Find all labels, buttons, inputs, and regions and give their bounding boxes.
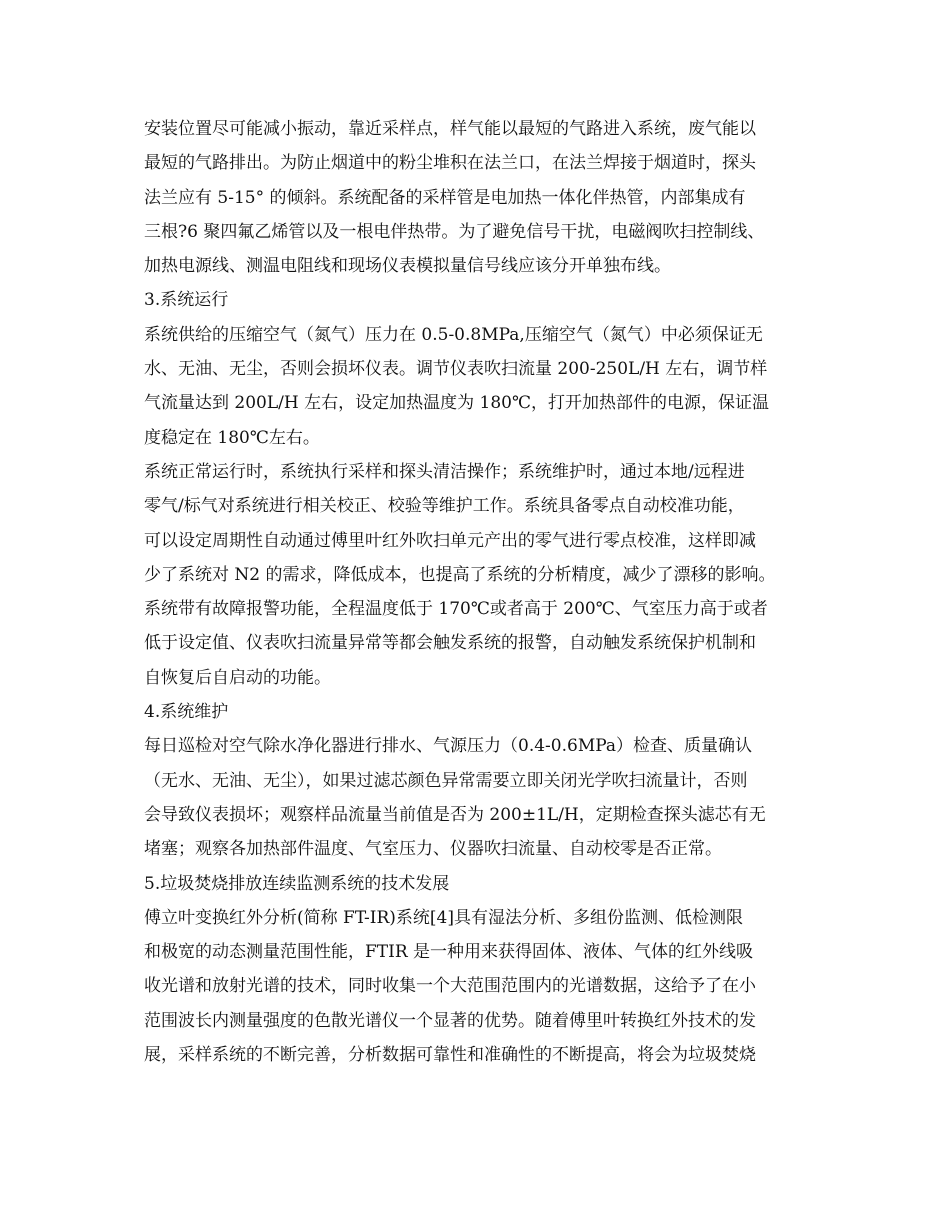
section-heading: 4.系统维护 — [144, 702, 229, 723]
text-line: 系统供给的压缩空气（氮气）压力在 0.5-0.8MPa,压缩空气（氮气）中必须保证无 — [144, 324, 763, 345]
text-line: 加热电源线、测温电阻线和现场仪表模拟量信号线应该分开单独布线。 — [144, 256, 671, 277]
text-line: 系统带有故障报警功能，全程温度低于 170℃或者高于 200℃、气室压力高于或者 — [144, 599, 768, 620]
section-heading: 3.系统运行 — [144, 290, 229, 311]
text-line: 系统正常运行时，系统执行采样和探头清洁操作；系统维护时，通过本地/远程进 — [144, 461, 745, 482]
text-line: 法兰应有 5-15° 的倾斜。系统配备的采样管是电加热一体化伴热管，内部集成有 — [144, 187, 746, 208]
text-line: 堵塞；观察各加热部件温度、气室压力、仪器吹扫流量、自动校零是否正常。 — [144, 839, 722, 860]
text-line: 气流量达到 200L/H 左右，设定加热温度为 180℃，打开加热部件的电源，保证温 — [144, 393, 769, 414]
text-line: 展，采样系统的不断完善，分析数据可靠性和准确性的不断提高，将会为垃圾焚烧 — [144, 1045, 756, 1066]
text-line: 最短的气路排出。为防止烟道中的粉尘堆积在法兰口，在法兰焊接于烟道时，探头 — [144, 153, 756, 174]
document-body — [144, 112, 824, 1072]
section-heading: 5.垃圾焚烧排放连续监测系统的技术发展 — [144, 873, 450, 894]
text-line: 可以设定周期性自动通过傅里叶红外吹扫单元产出的零气进行零点校准，这样即减 — [144, 530, 756, 551]
text-line: 自恢复后自启动的功能。 — [144, 667, 331, 688]
text-line: 零气/标气对系统进行相关校正、校验等维护工作。系统具备零点自动校准功能， — [144, 496, 745, 517]
text-line: 度稳定在 180℃左右。 — [144, 427, 320, 448]
text-line: 安装位置尽可能减小振动，靠近采样点，样气能以最短的气路进入系统，废气能以 — [144, 119, 756, 139]
text-line: 每日巡检对空气除水净化器进行排水、气源压力（0.4-0.6MPa）检查、质量确认 — [144, 736, 753, 757]
text-line: 水、无油、无尘，否则会损坏仪表。调节仪表吹扫流量 200-250L/H 左右，调节样 — [144, 359, 768, 380]
text-line: 和极宽的动态测量范围性能，FTIR 是一种用来获得固体、液体、气体的红外线吸 — [144, 942, 754, 963]
text-line: 少了系统对 N2 的需求，降低成本，也提高了系统的分析精度，减少了漂移的影响。 — [144, 564, 776, 585]
text-line: （无水、无油、无尘），如果过滤芯颜色异常需要立即关闭光学吹扫流量计，否则 — [144, 770, 748, 791]
text-line: 傅立叶变换红外分析(简称 FT-IR)系统[4]具有湿法分析、多组份监测、低检测限 — [144, 907, 743, 928]
text-line: 会导致仪表损坏；观察样品流量当前值是否为 200±1L/H，定期检查探头滤芯有无 — [144, 804, 766, 825]
text-line: 三根?6 聚四氟乙烯管以及一根电伴热带。为了避免信号干扰，电磁阀吹扫控制线、 — [144, 221, 765, 242]
text-line: 范围波长内测量强度的色散光谱仪一个显著的优势。随着傅里叶转换红外技术的发 — [144, 1010, 756, 1031]
text-line: 低于设定值、仪表吹扫流量异常等都会触发系统的报警，自动触发系统保护机制和 — [144, 633, 756, 654]
text-line: 收光谱和放射光谱的技术，同时收集一个大范围范围内的光谱数据，这给予了在小 — [144, 976, 756, 997]
